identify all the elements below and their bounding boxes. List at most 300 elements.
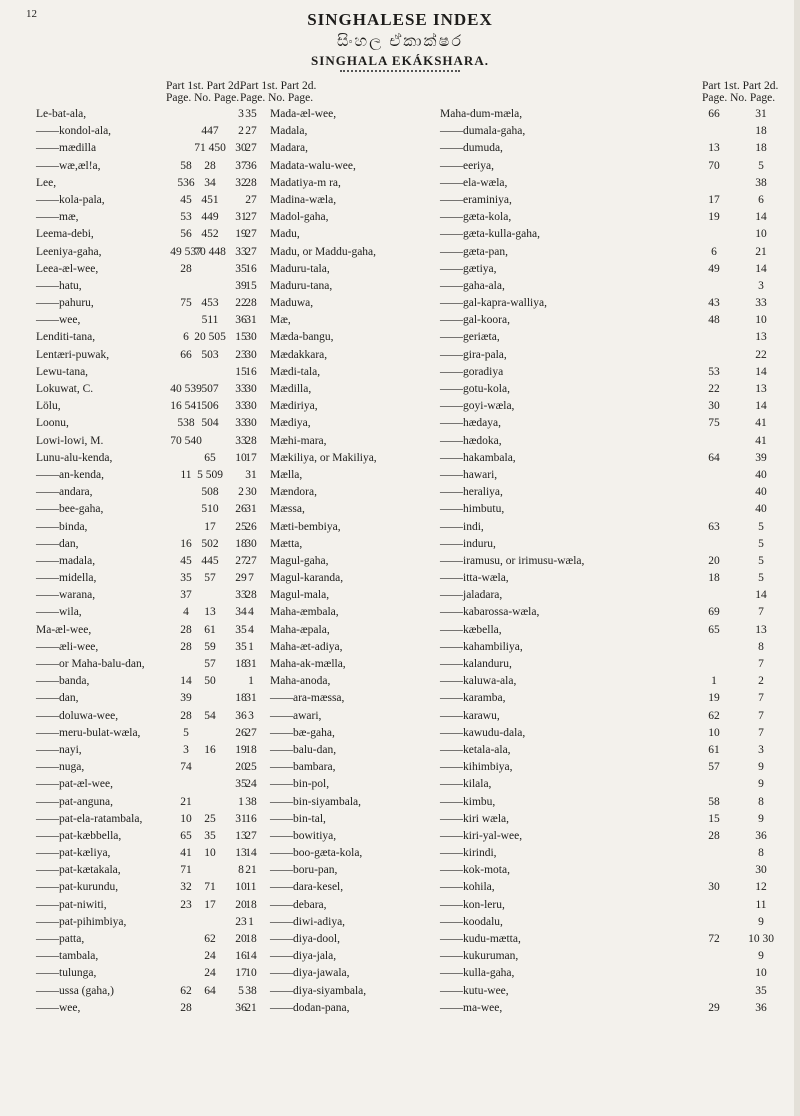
index-entry xyxy=(204,708,420,725)
index-word: ——boo-gæta-kola, xyxy=(270,847,363,860)
part2-page: 14 xyxy=(245,847,257,860)
part1-page: 64 xyxy=(204,984,216,997)
part1-page: 16 xyxy=(204,743,216,756)
index-word: ——pat-anguna, xyxy=(36,795,113,808)
part2-page: 28 xyxy=(245,297,257,310)
part2-page: 10 xyxy=(755,967,767,980)
part2-page: 17 xyxy=(245,451,257,464)
part2-page: 39 xyxy=(235,279,247,292)
index-entry xyxy=(440,192,790,209)
part2-page: 5 xyxy=(758,159,764,172)
index-word: ——meru-bulat-wæla, xyxy=(36,726,141,739)
page-edge xyxy=(794,0,800,1116)
part1-page: 49 537 xyxy=(170,245,202,258)
index-word: ——pat-niwiti, xyxy=(36,898,107,911)
index-entry xyxy=(440,811,790,828)
index-word: ——itta-wæla, xyxy=(440,572,509,585)
part2-page: 18 xyxy=(755,125,767,138)
index-entry xyxy=(440,140,790,157)
part2-page: 14 xyxy=(755,400,767,413)
part2-page: 13 xyxy=(235,847,247,860)
part1-page: 32 xyxy=(180,881,192,894)
part1-page: 71 xyxy=(180,864,192,877)
index-entry xyxy=(440,656,790,673)
part2-page: 8 xyxy=(238,864,244,877)
part2-page: 8 xyxy=(758,795,764,808)
index-entry xyxy=(440,209,790,226)
part1-page: 19 xyxy=(708,692,720,705)
part2-page: 36 xyxy=(235,709,247,722)
index-word: ——kæbella, xyxy=(440,623,502,636)
part1-page: 48 xyxy=(708,314,720,327)
part1-page: 10 xyxy=(204,847,216,860)
part1-page: 15 xyxy=(708,812,720,825)
index-word: ——pat-kurundu, xyxy=(36,881,119,894)
part2-page: 23 xyxy=(235,915,247,928)
part2-page: 38 xyxy=(245,795,257,808)
part2-page: 10 30 xyxy=(748,933,774,945)
part1-page: 447 xyxy=(201,125,219,138)
part1-page: 41 xyxy=(180,847,192,860)
index-word: ——gætiya, xyxy=(440,262,497,275)
index-word: ——midella, xyxy=(36,572,97,585)
index-word: Mædiya, xyxy=(270,417,311,430)
part2-page: 28 xyxy=(245,589,257,602)
part2-page: 27 xyxy=(245,211,257,224)
middle-index-rows xyxy=(194,106,420,1017)
part2-page: 36 xyxy=(235,1001,247,1014)
part2-page: 22 xyxy=(755,348,767,361)
index-entry xyxy=(201,536,420,553)
index-word: ——ketala-ala, xyxy=(440,743,511,756)
part2-page: 38 xyxy=(245,984,257,997)
index-word: ——mæ, xyxy=(36,211,79,224)
index-entry xyxy=(440,708,790,725)
index-word: Maha-æpala, xyxy=(270,623,330,636)
part2-page: 20 xyxy=(235,933,247,945)
index-entry xyxy=(440,622,790,639)
part1-page: 6 xyxy=(711,245,717,258)
part2-page: 31 xyxy=(235,211,247,224)
part1-page: 25 xyxy=(204,812,216,825)
index-word: ——bee-gaha, xyxy=(36,503,104,516)
index-word: ——kohila, xyxy=(440,881,495,894)
part2-page: 30 xyxy=(245,537,257,550)
part2-page: 7 xyxy=(758,726,764,739)
part2-page: 30 xyxy=(245,348,257,361)
index-entry xyxy=(204,604,420,621)
part2-page: 7 xyxy=(248,572,254,585)
left-column-header: Part 1st. Part 2d. Page. No. Page. xyxy=(166,80,243,104)
part1-page: 57 xyxy=(708,761,720,774)
index-word: ——heraliya, xyxy=(440,486,503,499)
index-entry xyxy=(36,278,256,295)
part2-page: 39 xyxy=(755,451,767,464)
index-entry xyxy=(440,965,790,982)
part1-page: 56 xyxy=(180,228,192,241)
index-entry xyxy=(240,776,420,793)
index-entry xyxy=(440,759,790,776)
part1-page: 28 xyxy=(180,709,192,722)
part2-page: 18 xyxy=(755,142,767,155)
part2-page: 7 xyxy=(758,658,764,670)
index-entry xyxy=(440,570,790,587)
part1-page: 19 xyxy=(708,211,720,224)
index-entry xyxy=(240,690,420,707)
index-entry xyxy=(440,364,790,381)
index-word: Lunu-alu-kenda, xyxy=(36,451,113,464)
part2-page: 3 xyxy=(238,108,244,120)
part2-page: 18 xyxy=(235,537,247,550)
index-word: Mæti-bembiya, xyxy=(270,520,341,533)
index-entry xyxy=(204,742,420,759)
index-entry xyxy=(204,897,420,914)
index-entry xyxy=(201,553,420,570)
index-word: ——eeriya, xyxy=(440,159,494,172)
header-ornament xyxy=(340,70,460,75)
index-entry xyxy=(440,639,790,656)
index-word: ——bin-tal, xyxy=(270,812,326,825)
index-word: ——dara-kesel, xyxy=(270,881,344,894)
part2-page: 1 xyxy=(248,640,254,653)
part1-page: 66 xyxy=(708,108,720,120)
part2-page: 36 xyxy=(755,829,767,842)
part2-page: 40 xyxy=(755,486,767,499)
part2-page: 14 xyxy=(245,950,257,963)
index-word: ——pahuru, xyxy=(36,297,94,310)
part1-page: 502 xyxy=(201,537,219,550)
index-word: ——wee, xyxy=(36,314,81,327)
index-word: ——mædilla xyxy=(36,142,97,155)
index-entry xyxy=(201,501,420,518)
part2-page: 29 xyxy=(235,572,247,585)
index-entry xyxy=(36,725,256,742)
part2-page: 7 xyxy=(758,709,764,722)
index-entry xyxy=(440,175,790,192)
part1-page: 28 xyxy=(180,1001,192,1014)
index-word: ——balu-dan, xyxy=(270,743,337,756)
index-word: ——kalanduru, xyxy=(440,658,512,670)
index-word: ——goyi-wæla, xyxy=(440,400,515,413)
part2-page: 36 xyxy=(755,1001,767,1014)
part2-page: 18 xyxy=(235,658,247,670)
index-entry xyxy=(201,381,420,398)
part1-page: 18 xyxy=(708,572,720,585)
part1-page: 11 xyxy=(180,468,192,481)
index-word: ——dumala-gaha, xyxy=(440,125,526,138)
index-word: ——hædoka, xyxy=(440,434,502,447)
part2-page: 27 xyxy=(245,125,257,138)
part2-page: 14 xyxy=(755,365,767,378)
part2-page: 21 xyxy=(245,864,257,877)
part2-page: 23 xyxy=(235,348,247,361)
index-entry xyxy=(36,106,256,123)
index-word: ——bin-siyambala, xyxy=(270,795,362,808)
index-entry xyxy=(201,209,420,226)
index-word: ——kon-leru, xyxy=(440,898,505,911)
part2-page: 34 xyxy=(235,606,247,619)
index-word: ——diya-dool, xyxy=(270,933,340,945)
index-word: ——tulunga, xyxy=(36,967,97,980)
index-word: ——pat-kæbbella, xyxy=(36,829,122,842)
part2-page: 11 xyxy=(755,898,767,911)
index-word: Mætta, xyxy=(270,537,303,550)
part1-page: 503 xyxy=(201,348,219,361)
part1-page: 22 xyxy=(708,383,720,395)
index-word: Lentæri-puwak, xyxy=(36,348,110,361)
index-entry xyxy=(440,244,790,261)
part1-page: 70 540 xyxy=(170,434,202,447)
index-word: ——kimbu, xyxy=(440,795,496,808)
index-word: ——diya-jala, xyxy=(270,950,337,963)
index-entry xyxy=(36,759,256,776)
index-entry xyxy=(440,329,790,346)
part1-page: 59 xyxy=(204,640,216,653)
index-entry xyxy=(201,347,420,364)
index-word: ——gotu-kola, xyxy=(440,383,510,395)
part2-page: 18 xyxy=(245,743,257,756)
index-entry xyxy=(440,931,790,948)
index-word: Maha-æmbala, xyxy=(270,606,339,619)
part1-page: 28 xyxy=(180,623,192,636)
index-word: Lokuwat, C. xyxy=(36,383,94,395)
part1-page: 43 xyxy=(708,297,720,310)
index-entry xyxy=(440,553,790,570)
index-entry xyxy=(240,433,420,450)
part2-page: 13 xyxy=(755,383,767,395)
part2-page: 36 xyxy=(235,314,247,327)
part2-page: 25 xyxy=(245,761,257,774)
index-entry xyxy=(440,879,790,896)
part1-page: 62 xyxy=(708,709,720,722)
index-entry xyxy=(36,914,256,931)
part2-page: 15 xyxy=(245,279,257,292)
part2-page: 30 xyxy=(245,400,257,413)
part2-page: 5 xyxy=(238,984,244,997)
index-entry xyxy=(36,794,256,811)
index-entry xyxy=(440,914,790,931)
part1-page: 35 xyxy=(204,829,216,842)
index-entry xyxy=(201,415,420,432)
part2-page: 17 xyxy=(235,967,247,980)
index-entry xyxy=(440,347,790,364)
index-word: ——kiri-yal-wee, xyxy=(440,829,523,842)
index-word: ——boru-pan, xyxy=(270,864,338,877)
index-entry xyxy=(440,742,790,759)
part2-page: 26 xyxy=(245,520,257,533)
index-entry xyxy=(201,123,420,140)
index-word: ——kahambiliya, xyxy=(440,640,523,653)
part2-page: 20 xyxy=(235,761,247,774)
part2-page: 33 xyxy=(235,383,247,395)
index-word: ——pat-pihimbiya, xyxy=(36,915,127,928)
part1-page: 17 xyxy=(708,193,720,206)
index-title: SINGHALESE INDEX xyxy=(307,10,493,29)
middle-index-column xyxy=(194,80,420,1110)
index-word: ——an-kenda, xyxy=(36,468,105,481)
index-word: ——ara-mæssa, xyxy=(270,692,345,705)
part1-page: 28 xyxy=(708,829,720,842)
part1-page: 65 xyxy=(708,623,720,636)
part2-page: 20 xyxy=(235,898,247,911)
part1-page: 14 xyxy=(180,675,192,688)
index-word: ——pat-æl-wee, xyxy=(36,778,113,791)
part1-page: 30 xyxy=(708,881,720,894)
part2-page: 31 xyxy=(245,658,257,670)
index-word: ——or Maha-balu-dan, xyxy=(36,658,145,670)
index-entry xyxy=(440,587,790,604)
index-word: Maha-dum-mæla, xyxy=(440,108,523,120)
index-entry xyxy=(440,295,790,312)
part1-page: 63 xyxy=(708,520,720,533)
index-entry xyxy=(440,673,790,690)
part2-page: 30 xyxy=(755,864,767,877)
part1-page: 45 xyxy=(180,554,192,567)
index-entry xyxy=(204,622,420,639)
index-entry xyxy=(36,1000,256,1017)
index-word: Mæda-bangu, xyxy=(270,331,334,344)
index-entry xyxy=(240,914,420,931)
index-word: ——eraminiya, xyxy=(440,193,512,206)
part2-page: 35 xyxy=(235,640,247,653)
index-word: Mændora, xyxy=(270,486,317,499)
index-entry xyxy=(440,604,790,621)
part2-page: 35 xyxy=(245,108,257,120)
part1-page: 23 xyxy=(180,898,192,911)
index-word: ——koodalu, xyxy=(440,915,503,928)
part2-page: 8 xyxy=(758,847,764,860)
part1-page: 57 xyxy=(204,658,216,670)
index-word: Mæ, xyxy=(270,314,291,327)
part1-page: 34 xyxy=(204,176,216,189)
part2-page: 5 xyxy=(758,520,764,533)
index-word: ——kirindi, xyxy=(440,847,497,860)
index-word: ——karawu, xyxy=(440,709,500,722)
part2-page: 10 xyxy=(245,967,257,980)
index-entry xyxy=(194,140,420,157)
index-entry xyxy=(36,364,256,381)
part1-page: 21 xyxy=(180,795,192,808)
part1-page: 62 xyxy=(204,933,216,945)
part1-page: 58 xyxy=(708,795,720,808)
part2-page: 31 xyxy=(235,812,247,825)
part2-page: 31 xyxy=(245,314,257,327)
index-word: Madatiya-m ra, xyxy=(270,176,341,189)
part1-page: 57 xyxy=(204,572,216,585)
index-word: ——doluwa-wee, xyxy=(36,709,119,722)
index-word: ——nuga, xyxy=(36,761,85,774)
part1-page: 50 xyxy=(204,675,216,688)
part1-page: 3 xyxy=(183,743,189,756)
part2-page: 15 xyxy=(235,365,247,378)
part1-page: 28 xyxy=(204,159,216,172)
index-word: ——kukuruman, xyxy=(440,950,519,963)
index-word: ——bæ-gaha, xyxy=(270,726,335,739)
index-word: Mælla, xyxy=(270,468,303,481)
part2-page: 35 xyxy=(235,778,247,791)
index-word: ——madala, xyxy=(36,554,96,567)
index-entry xyxy=(204,948,420,965)
part2-page: 25 xyxy=(235,520,247,533)
index-word: Lölu, xyxy=(36,400,61,413)
part2-page: 18 xyxy=(235,692,247,705)
index-word: ——goradiya xyxy=(440,365,504,378)
index-word: Madina-wæla, xyxy=(270,193,337,206)
index-word: ——ma-wee, xyxy=(440,1001,503,1014)
index-entry xyxy=(440,519,790,536)
index-word: Leeniya-gaha, xyxy=(36,245,102,258)
part2-page: 18 xyxy=(245,898,257,911)
part1-page: 64 xyxy=(708,451,720,464)
index-entry xyxy=(240,862,420,879)
part2-page: 2 xyxy=(238,486,244,499)
index-entry xyxy=(440,1000,790,1017)
index-word: Leema-debi, xyxy=(36,228,94,241)
index-entry xyxy=(240,261,420,278)
index-entry xyxy=(440,261,790,278)
index-entry xyxy=(240,759,420,776)
part2-page: 30 xyxy=(245,417,257,430)
part2-page: 2 xyxy=(238,125,244,138)
part1-page: 66 xyxy=(180,348,192,361)
index-word: ——gal-kapra-walliya, xyxy=(440,297,547,310)
part1-page: 53 xyxy=(708,365,720,378)
index-entry xyxy=(204,845,420,862)
part1-page: 5 xyxy=(183,726,189,739)
part2-page: 9 xyxy=(758,761,764,774)
index-entry xyxy=(440,312,790,329)
index-entry xyxy=(440,484,790,501)
part1-page: 61 xyxy=(204,623,216,636)
part1-page: 511 xyxy=(201,314,219,327)
index-word: ——pat-ela-ratambala, xyxy=(36,812,143,825)
middle-column-header: Part 1st. Part 2d. Page. No. Page. xyxy=(240,80,317,104)
part1-page: 17 xyxy=(204,898,216,911)
part2-page: 30 xyxy=(235,142,247,155)
index-entry xyxy=(240,794,420,811)
part2-page: 7 xyxy=(758,606,764,619)
part1-page: 10 xyxy=(180,812,192,825)
part2-page: 18 xyxy=(245,933,257,945)
index-entry xyxy=(204,828,420,845)
part2-page: 19 xyxy=(235,743,247,756)
index-entry xyxy=(240,106,420,123)
index-word: Leea-æl-wee, xyxy=(36,262,99,275)
part1-page: 16 xyxy=(180,537,192,550)
index-entry xyxy=(204,639,420,656)
index-word: ——andara, xyxy=(36,486,93,499)
index-word: Lewu-tana, xyxy=(36,365,89,378)
romanized-title: SINGHALA EKÁKSHARA. xyxy=(311,53,489,68)
part1-page: 453 xyxy=(201,297,219,310)
part2-page: 35 xyxy=(235,262,247,275)
part1-page: 28 xyxy=(180,262,192,275)
index-entry xyxy=(440,725,790,742)
index-entry xyxy=(440,415,790,432)
index-entry xyxy=(440,897,790,914)
index-entry xyxy=(240,587,420,604)
index-word: ——gæta-pan, xyxy=(440,245,509,258)
right-column-header: Part 1st. Part 2d. Page. No. Page. xyxy=(702,80,779,104)
index-entry xyxy=(36,862,256,879)
part2-page: 27 xyxy=(245,554,257,567)
index-entry xyxy=(204,931,420,948)
part1-page: 13 xyxy=(204,606,216,619)
index-entry xyxy=(440,123,790,140)
part2-page: 26 xyxy=(235,503,247,516)
part1-page: 45 xyxy=(180,193,192,206)
part2-page: 14 xyxy=(755,589,767,602)
